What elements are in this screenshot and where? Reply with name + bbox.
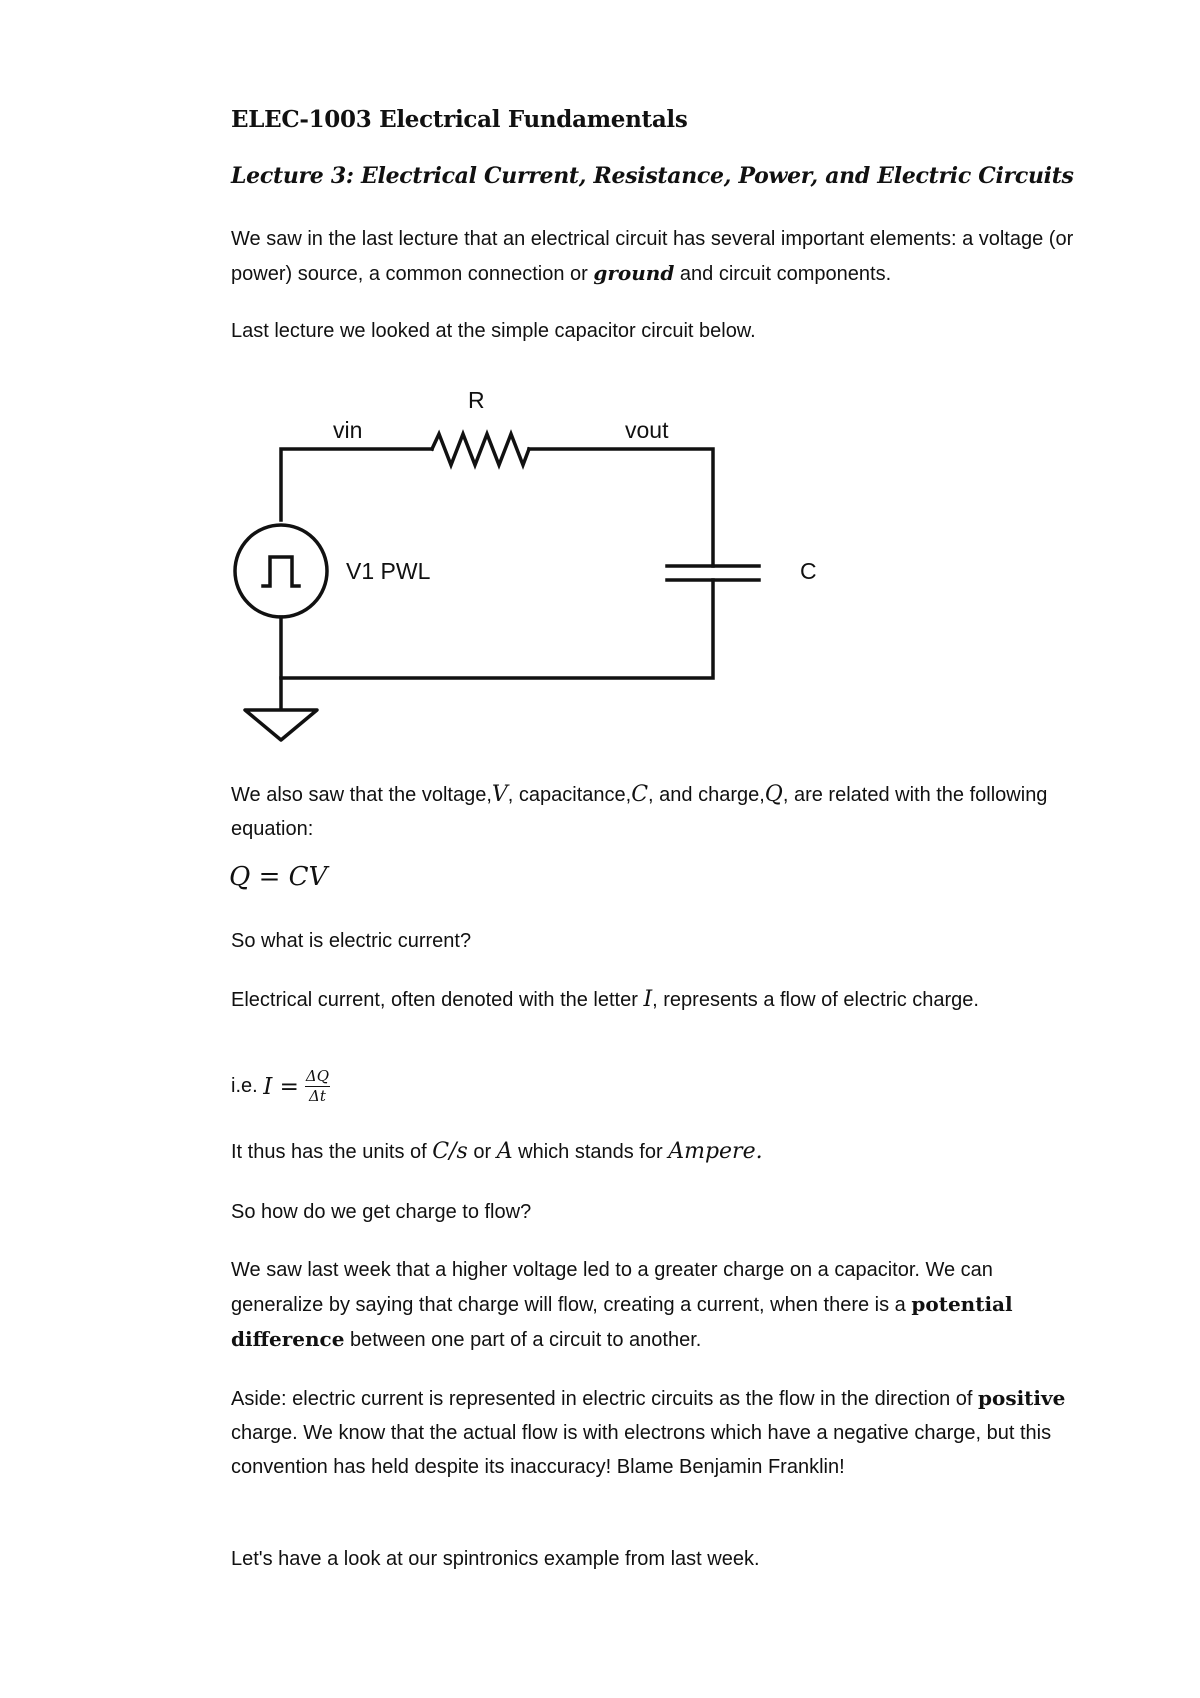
fraction-denominator: Δt xyxy=(309,1087,326,1105)
circuit-intro-paragraph: Last lecture we looked at the simple capacitor circuit below. xyxy=(231,320,756,342)
lecture-subtitle: Lecture 3: Electrical Current, Resistance, Power, and Electric Circuits xyxy=(231,163,1074,189)
symbol-q: Q xyxy=(764,782,783,807)
pulse-icon xyxy=(263,557,299,586)
units-text-a: It thus has the units of xyxy=(231,1141,433,1163)
document-title: ELEC-1003 Electrical Fundamentals xyxy=(231,106,688,133)
ground-icon xyxy=(245,710,317,740)
ampere-word: Ampere. xyxy=(668,1139,763,1164)
relation-text-a: We also saw that the voltage, xyxy=(231,784,492,806)
wire-bottom-right xyxy=(281,580,713,678)
voltage-source-circle xyxy=(235,525,327,617)
units-text-b: or xyxy=(467,1141,497,1163)
capacitor-circuit-diagram xyxy=(0,0,1200,780)
ground-emphasis: ground xyxy=(593,261,675,285)
label-vout: vout xyxy=(625,417,669,443)
positive-emphasis: positive xyxy=(978,1386,1066,1410)
delta-fraction xyxy=(305,1068,330,1105)
label-vin: vin xyxy=(333,417,363,443)
intro-text-b: and circuit components. xyxy=(674,263,892,285)
intro-text-a: We saw in the last lecture that an electrical circuit has several important elements: a voltage (or power) source, a common connection or xyxy=(231,228,1074,285)
aside-text-a: Aside: electric current is represented in electric circuits as the flow in the direction of xyxy=(231,1388,978,1410)
relation-paragraph xyxy=(231,778,1081,846)
label-r: R xyxy=(468,387,485,413)
relation-text-d: , and charge, xyxy=(648,784,765,806)
unit-c-per-s: C/s xyxy=(432,1139,468,1164)
current-equation xyxy=(231,1068,330,1105)
fraction-numerator: ΔQ xyxy=(305,1067,330,1085)
units-paragraph xyxy=(231,1135,1081,1169)
relation-text-b: , capacitance, xyxy=(507,784,632,806)
flow-question: So how do we get charge to flow? xyxy=(231,1201,532,1223)
wire-top-left xyxy=(281,449,432,520)
symbol-v: V xyxy=(491,782,508,807)
wire-top-right xyxy=(529,449,713,566)
aside-text-b: charge. We know that the actual flow is with electrons which have a negative charge, but this convention has held despite its inaccuracy! Blame Benjamin Franklin! xyxy=(231,1422,1052,1478)
current-question: So what is electric current? xyxy=(231,930,472,952)
symbol-c: C xyxy=(631,782,649,807)
units-text-c: which stands for xyxy=(512,1141,669,1163)
relation-text-e: , are related with the following equation: xyxy=(231,784,1048,840)
unit-a: A xyxy=(496,1139,513,1164)
resistor-symbol xyxy=(432,434,529,465)
label-source: V1 PWL xyxy=(346,558,431,584)
potential-difference-emphasis: potential difference xyxy=(231,1292,1013,1351)
current-definition-paragraph xyxy=(231,983,1081,1017)
current-text-a: Electrical current, often denoted with the letter xyxy=(231,989,644,1011)
current-lhs: I = xyxy=(263,1073,299,1100)
equation-q-cv: Q = CV xyxy=(229,862,328,892)
pd-text-a: We saw last week that a higher voltage led to a greater charge on a capacitor. We can generalize by saying that charge will flow, creating a current, when there is a xyxy=(231,1259,993,1316)
current-text-b: , represents a flow of electric charge. xyxy=(652,989,979,1011)
pd-text-b: between one part of a circuit to another. xyxy=(344,1329,702,1351)
ie-prefix: i.e. xyxy=(231,1075,264,1097)
aside-paragraph xyxy=(231,1381,1081,1484)
spintronics-paragraph: Let's have a look at our spintronics example from last week. xyxy=(231,1548,760,1570)
symbol-i: I xyxy=(643,987,653,1012)
potential-difference-paragraph xyxy=(231,1253,1081,1357)
label-c: C xyxy=(800,558,817,584)
